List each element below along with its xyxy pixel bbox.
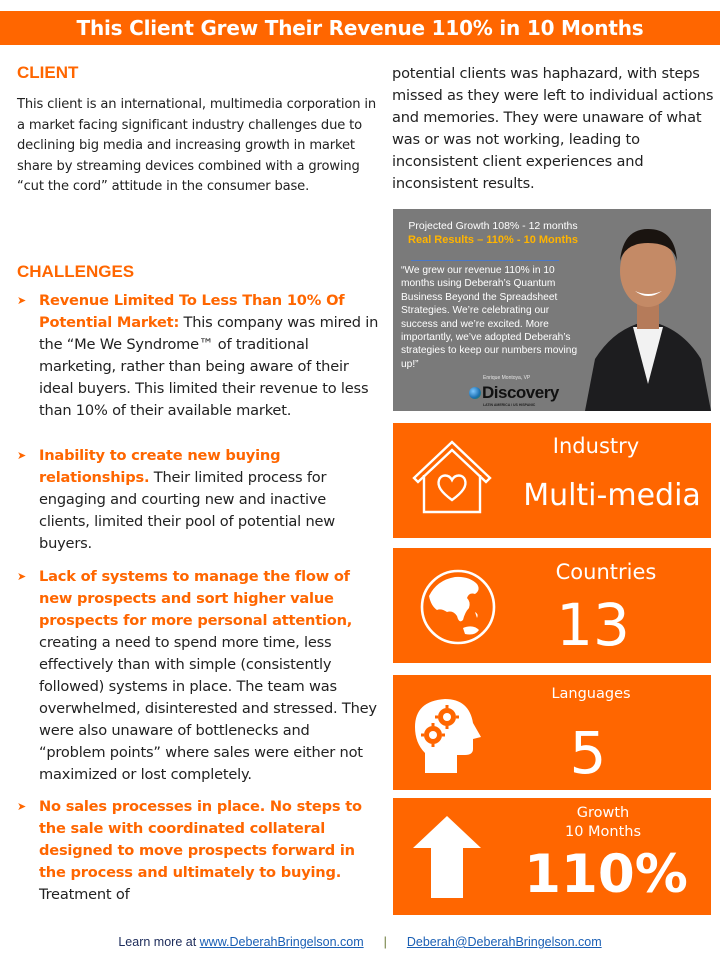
website-link[interactable]: www.DeberahBringelson.com [199, 935, 364, 949]
page-title: This Client Grew Their Revenue 110% in 10 Months [0, 11, 720, 45]
email-link[interactable]: Deberah@DeberahBringelson.com [406, 935, 602, 949]
testimonial-card [393, 209, 711, 411]
challenge-lead: No sales processes in place. No steps to the sale with coordinated collateral designed to move prospects forward in the process and ultimately to buying. [39, 798, 362, 881]
globe-logo-icon [469, 387, 481, 399]
industry-value: Multi-media [523, 478, 701, 513]
countries-value: 13 [556, 591, 630, 659]
client-description: This client is an international, multimedia corporation in a market facing significant industry challenges due to declining big media and increasing growth in market share by streaming devices combined with a growing “cut the cord” attitude in the consumer base. [17, 97, 377, 195]
logo-subtext: LATIN AMERICA / US HISPANIC [483, 403, 536, 407]
up-arrow-icon [413, 816, 481, 898]
challenge-continuation: potential clients was haphazard, with steps missed as they were left to individual actions and memories. They were unaware of what was or was not working, leading to inconsistent client experiences and inconsistent results. [392, 65, 714, 192]
challenge-lead: Revenue Limited To Less Than 10% Of Potential Market: [39, 292, 345, 331]
logo-text: Discovery [482, 383, 559, 402]
client-heading: CLIENT [17, 63, 79, 82]
industry-label: Industry [552, 434, 640, 458]
testimonial-quote: “We grew our revenue 110% in 10 months using Deberah’s Quantum Business Beyond the Spreadsheet Strategies. We’re celebrating our success and we’re excited. More importantly, we’ve adopted Deberah’s strategies to keep our numbers moving up!” [401, 265, 578, 370]
house-heart-icon [411, 438, 493, 516]
testimonial-divider [411, 260, 559, 261]
testimonial-author: Enrique Montoya, VP [483, 375, 531, 381]
languages-value: 5 [569, 719, 607, 787]
discovery-logo [469, 383, 559, 403]
footer-prefix: Learn more at [118, 935, 200, 949]
portrait-photo [585, 209, 711, 411]
challenge-lead: Lack of systems to manage the flow of new prospects and sort higher value prospects for more personal attention, [39, 568, 353, 629]
languages-label: Languages [551, 686, 631, 702]
countries-label: Countries [555, 560, 657, 584]
testimonial-real-results: Real Results – 110% - 10 Months [408, 234, 578, 246]
countries-stat-card [393, 548, 711, 663]
languages-stat-card [393, 675, 711, 790]
footer-separator: | [383, 935, 387, 949]
challenge-body: This company was mired in the “Me We Syndrome™ of traditional marketing, rather than being aware of their ideal buyers. This limited their revenue to less than 10% of their available market. [39, 314, 379, 419]
challenge-item [17, 290, 379, 422]
growth-label-line1: Growth [576, 805, 630, 821]
challenge-body: creating a need to spend more time, less effectively than with simple (consistently followed) systems in place. The team was overwhelmed, disinterested and stressed. They were also unaware of bottlenecks and “problem points” where sales were either not maximized or lost completely. [39, 634, 377, 783]
industry-stat-card [393, 423, 711, 538]
arrowhead-bullet-icon: ➤ [17, 570, 27, 583]
arrowhead-bullet-icon: ➤ [17, 294, 27, 307]
challenges-heading: CHALLENGES [17, 262, 135, 281]
growth-stat-card [393, 798, 711, 915]
head-gears-icon [413, 695, 483, 775]
challenge-item [17, 445, 379, 555]
challenge-body: Treatment of [39, 886, 130, 903]
growth-label [543, 804, 663, 842]
client-section [17, 63, 379, 198]
challenge-item [17, 796, 379, 906]
arrowhead-bullet-icon: ➤ [17, 800, 27, 813]
growth-label-line2: 10 Months [564, 824, 642, 840]
challenge-body: Their limited process for engaging and courting new and inactive clients, limited their pool of potential new buyers. [39, 469, 336, 552]
challenge-lead: Inability to create new buying relationships. [39, 447, 281, 486]
growth-value: 110% [524, 844, 688, 905]
arrowhead-bullet-icon: ➤ [17, 449, 27, 462]
globe-icon [419, 568, 497, 646]
challenge-item [17, 566, 379, 786]
footer [0, 935, 720, 949]
testimonial-projected: Projected Growth 108% - 12 months [408, 220, 578, 232]
